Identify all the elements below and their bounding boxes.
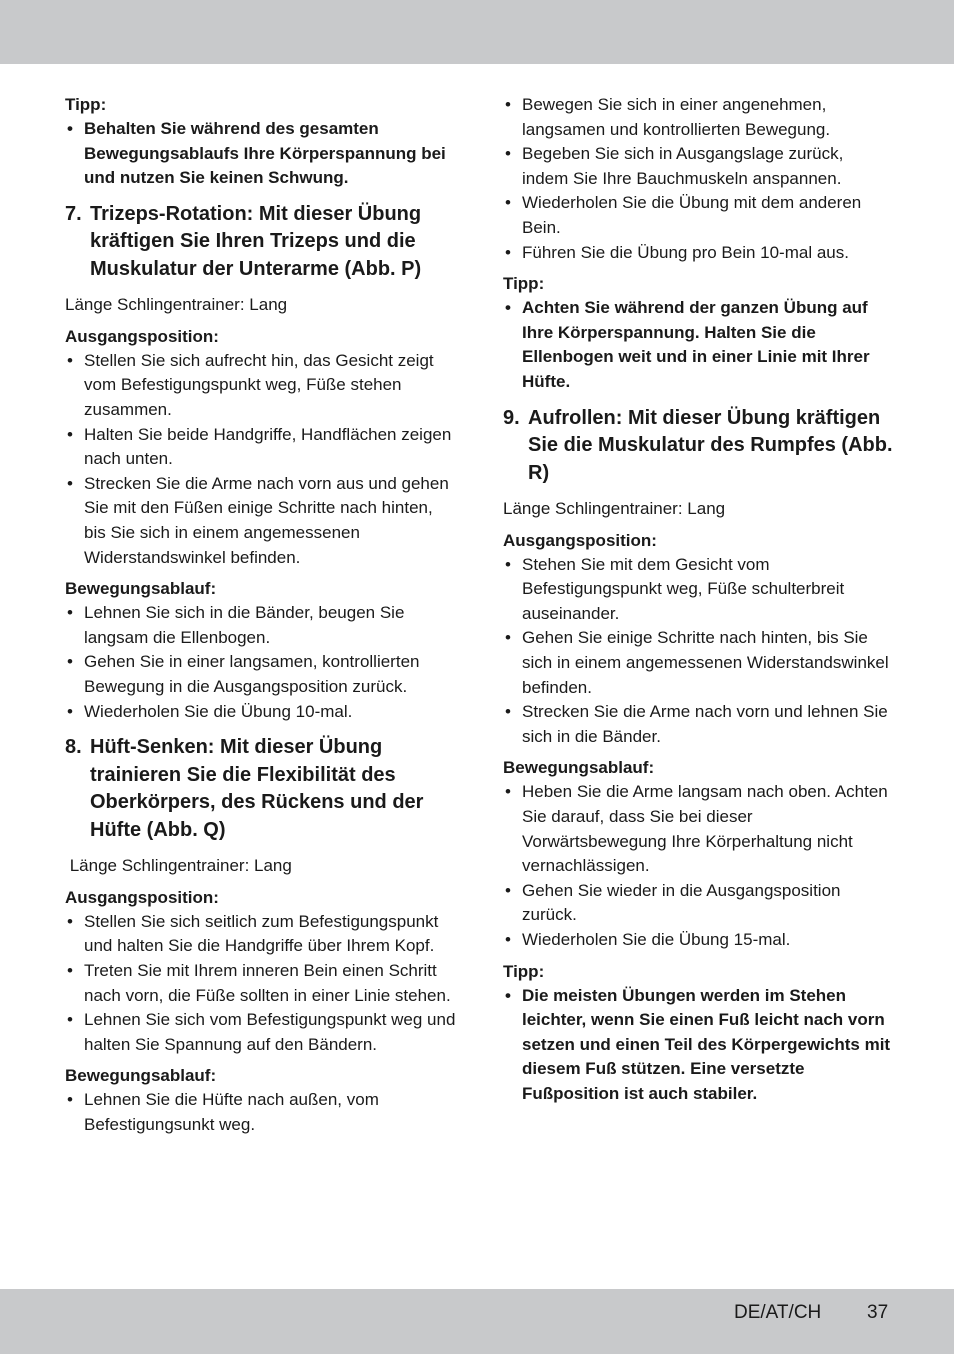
exercise-number: 7.: [65, 202, 82, 225]
tip-label: Tipp:: [65, 95, 107, 114]
list-item: • Strecken Sie die Arme nach vorn und lehnen Sie sich in die Bänder.: [503, 700, 893, 749]
list-item: • Gehen Sie in einer langsamen, kontrollierten Bewegung in die Ausgangsposition zurück.: [65, 650, 457, 699]
trainer-length: Länge Schlingentrainer: Lang: [65, 295, 288, 315]
list-item: • Führen Sie die Übung pro Bein 10-mal aus.: [503, 241, 893, 266]
continued-movement-list: [503, 93, 893, 265]
list-item: • Wiederholen Sie die Übung 10-mal.: [65, 700, 457, 725]
exercise-9-heading: [503, 405, 893, 488]
movement-list: [503, 780, 893, 952]
movement-label: Bewegungsablauf:: [65, 1066, 217, 1086]
page-number: 37: [867, 1302, 889, 1323]
start-position-list: [65, 910, 457, 1058]
movement-label: Bewegungsablauf:: [503, 758, 655, 778]
list-item: • Stehen Sie mit dem Gesicht vom Befestigungspunkt weg, Füße schulterbreit auseinander.: [503, 553, 893, 627]
exercise-8-heading: [65, 734, 457, 844]
start-position-list: [65, 349, 457, 570]
list-item: • Achten Sie während der ganzen Übung auf Ihre Körperspannung. Halten Sie die Ellenbogen weit und in einer Linie mit Ihrer Hüfte.: [503, 296, 893, 394]
exercise-7-heading: [65, 201, 457, 284]
list-item: • Stellen Sie sich seitlich zum Befestigungspunkt und halten Sie die Handgriffe über Ihrem Kopf.: [65, 910, 457, 959]
tip-list: [503, 296, 893, 394]
list-item: • Halten Sie beide Handgriffe, Handflächen zeigen nach unten.: [65, 423, 457, 472]
list-item: • Lehnen Sie die Hüfte nach außen, vom Befestigungsunkt weg.: [65, 1088, 457, 1137]
list-item: • Wiederholen Sie die Übung 15-mal.: [503, 928, 893, 953]
trainer-length: Länge Schlingentrainer: Lang: [503, 499, 726, 519]
list-item: • Heben Sie die Arme langsam nach oben. Achten Sie darauf, dass Sie bei dieser Vorwärtsbewegung Ihre Körperhaltung nicht vernachlässigen.: [503, 780, 893, 878]
trainer-length: Länge Schlingentrainer: Lang: [65, 856, 292, 876]
movement-label: Bewegungsablauf:: [65, 579, 217, 599]
exercise-title: Hüft-Senken: Mit dieser Übung trainieren Sie die Flexibilität des Oberkörpers, des Rückens und der Hüfte (Abb. Q): [90, 736, 424, 841]
movement-list: [65, 1088, 457, 1137]
tip-list: [503, 984, 893, 1107]
exercise-number: 9.: [503, 406, 520, 429]
list-item: • Gehen Sie einige Schritte nach hinten, bis Sie sich in einem angemessenen Widerstandswinkel befinden.: [503, 626, 893, 700]
list-item: • Treten Sie mit Ihrem inneren Bein einen Schritt nach vorn, die Füße sollten in einer Linie stehen.: [65, 959, 457, 1008]
start-position-label: Ausgangsposition:: [65, 326, 219, 346]
left-column: [65, 93, 457, 1145]
tip-label: Tipp:: [503, 961, 545, 981]
footer-region: DE/AT/CH: [734, 1302, 822, 1323]
list-item: • Strecken Sie die Arme nach vorn aus und gehen Sie mit den Füßen einige Schritte nach hinten, bis Sie sich in einem angemessenen Widerstandswinkel befinden.: [65, 472, 457, 570]
exercise-title: Aufrollen: Mit dieser Übung kräftigen Sie die Muskulatur des Rumpfes (Abb. R): [528, 406, 893, 484]
start-position-label: Ausgangsposition:: [65, 887, 219, 907]
right-column: [503, 93, 893, 1114]
header-bar: [0, 0, 954, 64]
tip-list: [65, 117, 457, 191]
movement-list: [65, 601, 457, 724]
list-item: • Die meisten Übungen werden im Stehen leichter, wenn Sie einen Fuß leicht nach vorn setzen und einen Teil des Körpergewichts mit diesem Fuß stützen. Eine versetzte Fußposition ist auch stabiler.: [503, 984, 893, 1107]
list-item: • Gehen Sie wieder in die Ausgangsposition zurück.: [503, 879, 893, 928]
list-item: • Lehnen Sie sich vom Befestigungspunkt weg und halten Sie Spannung auf den Bändern.: [65, 1008, 457, 1057]
start-position-list: [503, 553, 893, 750]
start-position-label: Ausgangsposition:: [503, 530, 657, 550]
list-item: • Begeben Sie sich in Ausgangslage zurück, indem Sie Ihre Bauchmuskeln anspannen.: [503, 142, 893, 191]
list-item: • Behalten Sie während des gesamten Bewegungsablaufs Ihre Körperspannung bei und nutzen Sie keinen Schwung.: [65, 117, 457, 191]
exercise-number: 8.: [65, 736, 82, 759]
exercise-title: Trizeps-Rotation: Mit dieser Übung kräftigen Sie Ihren Trizeps und die Muskulatur der Unterarme (Abb. P): [90, 202, 422, 280]
list-item: • Bewegen Sie sich in einer angenehmen, langsamen und kontrollierten Bewegung.: [503, 93, 893, 142]
list-item: • Lehnen Sie sich in die Bänder, beugen Sie langsam die Ellenbogen.: [65, 601, 457, 650]
list-item: • Stellen Sie sich aufrecht hin, das Gesicht zeigt vom Befestigungspunkt weg, Füße stehen zusammen.: [65, 349, 457, 423]
tip-label: Tipp:: [503, 274, 545, 294]
list-item: • Wiederholen Sie die Übung mit dem anderen Bein.: [503, 191, 893, 240]
